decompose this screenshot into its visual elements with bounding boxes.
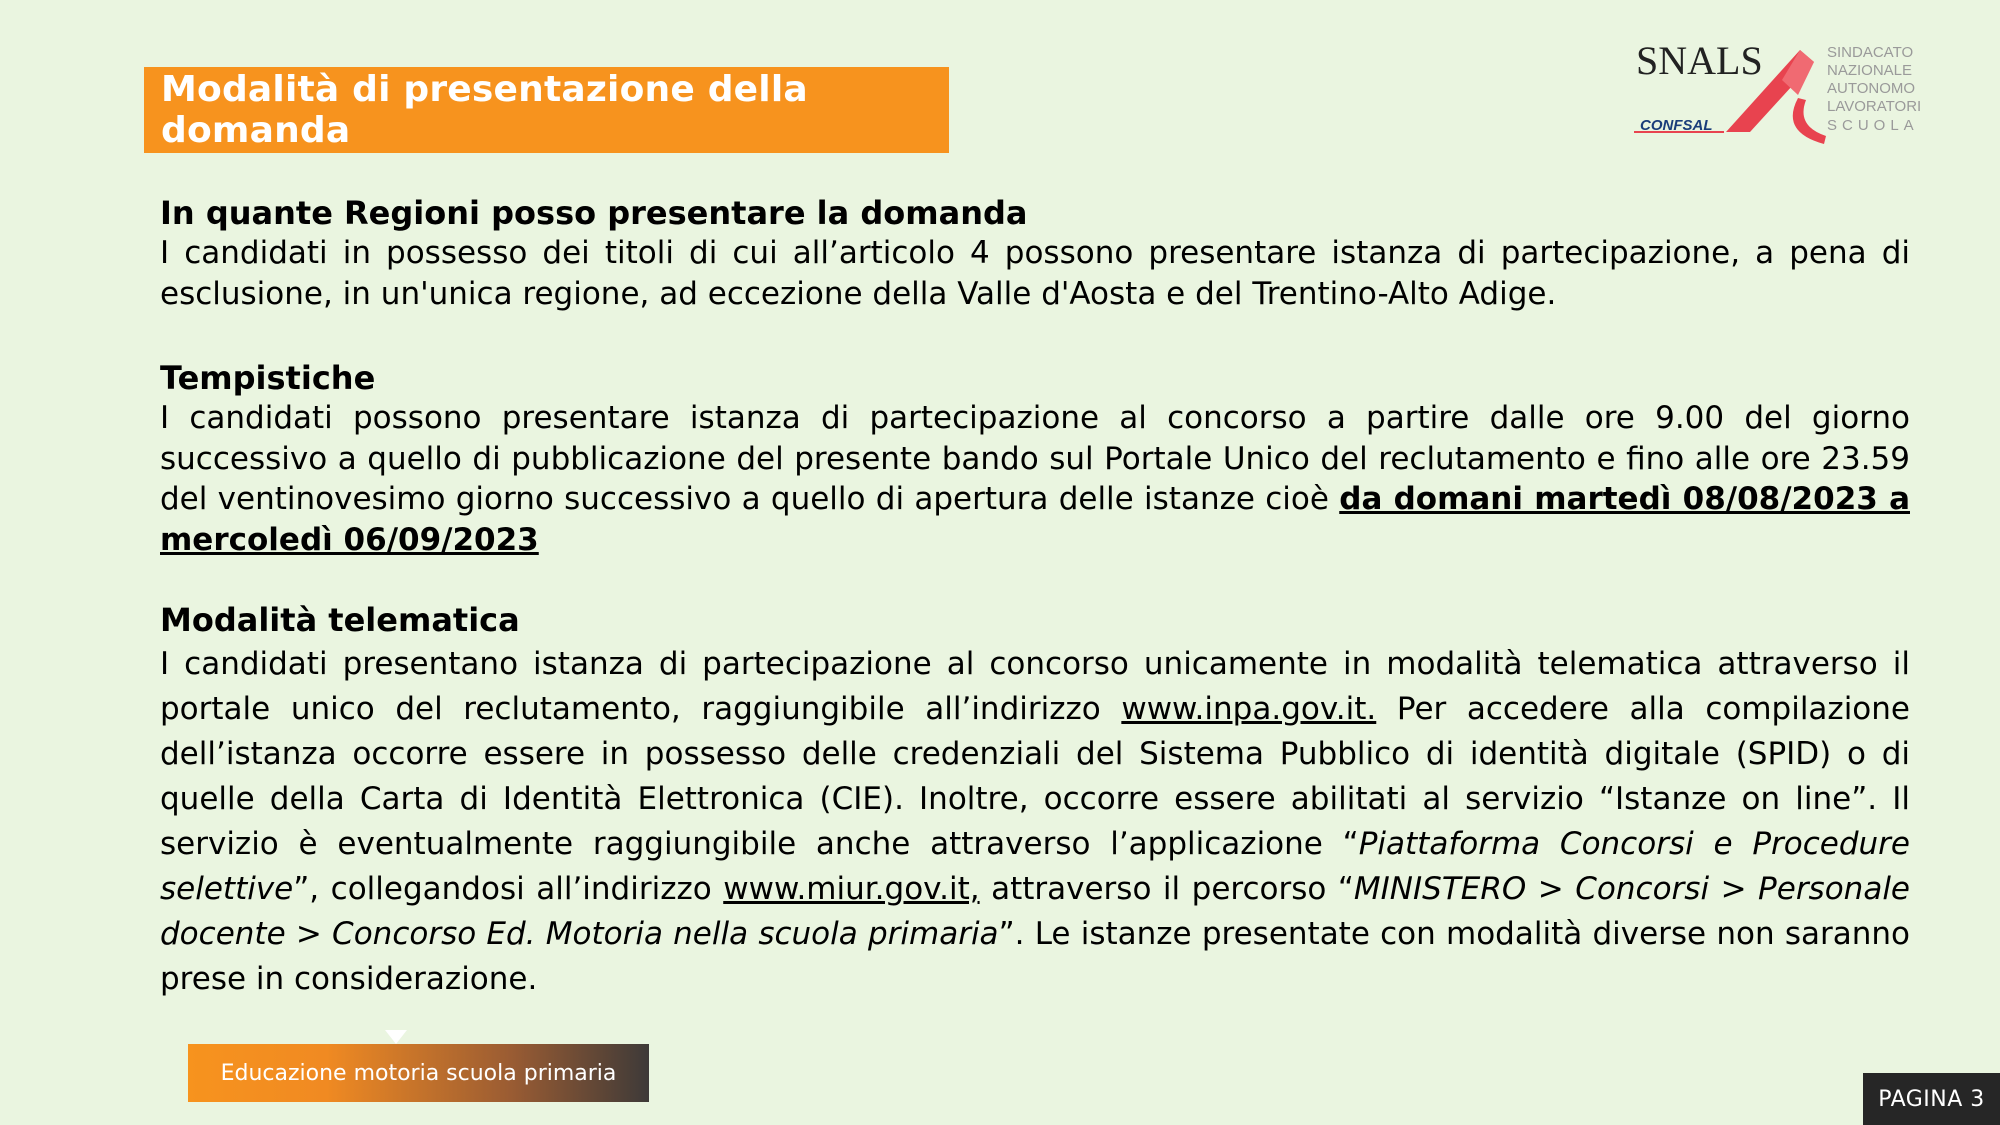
logo-graphic bbox=[1630, 40, 1930, 145]
logo-wordmark: SNALS bbox=[1636, 40, 1763, 83]
section-heading: In quante Regioni posso presentare la domanda bbox=[160, 194, 1028, 232]
slide-body bbox=[160, 193, 1910, 1002]
logo-line-2: NAZIONALE bbox=[1827, 62, 1913, 79]
deadline-dates: da domani martedì 08/08/2023 a mercoledì 06/09/2023 bbox=[160, 481, 1910, 558]
logo-line-1: SINDACATO bbox=[1827, 44, 1914, 61]
miur-link[interactable]: www.miur.gov.it, bbox=[723, 871, 980, 907]
text-fragment: ”. Le istanze presentate con modalità diverse non saranno prese in considerazione. bbox=[160, 916, 1910, 997]
inpa-link[interactable]: www.inpa.gov.it. bbox=[1121, 691, 1377, 727]
text-fragment: Per accedere alla compilazione dell’istanza occorre essere in possesso delle credenziali del Sistema Pubblico di identità digitale (SPID) o di quelle della Carta di Identità Elettronica (CIE). Inoltre, occorre essere abilitati al servizio “Istanze on line”. Il servizio è eventualmente raggiungibile anche attraverso l’applicazione “ bbox=[160, 691, 1910, 862]
text-fragment: attraverso il percorso “ bbox=[979, 871, 1354, 907]
slide-title: Modalità di presentazione della domanda bbox=[161, 69, 808, 151]
logo-line-5: SCUOLA bbox=[1827, 117, 1919, 134]
logo-line-3: AUTONOMO bbox=[1827, 80, 1916, 97]
section-heading: Tempistiche bbox=[160, 359, 376, 397]
page-number-label: PAGINA 3 bbox=[1878, 1086, 1985, 1112]
section-regioni bbox=[160, 193, 1910, 314]
section-text bbox=[160, 398, 1910, 560]
footer-topic-tag bbox=[188, 1044, 649, 1102]
logo-line-4: LAVORATORI bbox=[1827, 98, 1922, 115]
section-tempistiche bbox=[160, 358, 1910, 560]
section-telematica bbox=[160, 600, 1910, 1002]
navigation-path: MINISTERO > Concorsi > Personale docente > Concorso Ed. Motoria nella scuola primaria bbox=[160, 871, 1911, 952]
footer-notch bbox=[385, 1030, 407, 1044]
app-name: Piattaforma Concorsi e Procedure selettive bbox=[160, 826, 1910, 907]
page-number-badge bbox=[1863, 1073, 2000, 1125]
logo-confsal: CONFSAL bbox=[1640, 117, 1713, 134]
section-text: I candidati in possesso dei titoli di cui all’articolo 4 possono presentare istanza di partecipazione, a pena di esclusione, in un'unica regione, ad eccezione della Valle d'Aosta e del Trentino-Alto Adige. bbox=[160, 235, 1910, 312]
section-text-body: I candidati possono presentare istanza di partecipazione al concorso a partire dalle ore 9.00 del giorno successivo a quello di pubblicazione del presente bando sul Portale Unico del reclutamento e fino alle ore 23.59 del ventinovesimo giorno successivo a quello di apertura delle istanze cioè bbox=[160, 400, 1910, 517]
snals-confsal-logo bbox=[1630, 40, 1930, 145]
text-fragment: I candidati presentano istanza di partecipazione al concorso unicamente in modalità telematica attraverso il portale unico del reclutamento, raggiungibile all’indirizzo bbox=[160, 646, 1910, 727]
slide-title-banner bbox=[144, 67, 949, 153]
text-fragment: ”, collegandosi all’indirizzo bbox=[293, 871, 724, 907]
footer-topic-label: Educazione motoria scuola primaria bbox=[220, 1060, 617, 1086]
section-text bbox=[160, 642, 1910, 1002]
section-heading: Modalità telematica bbox=[160, 601, 520, 639]
